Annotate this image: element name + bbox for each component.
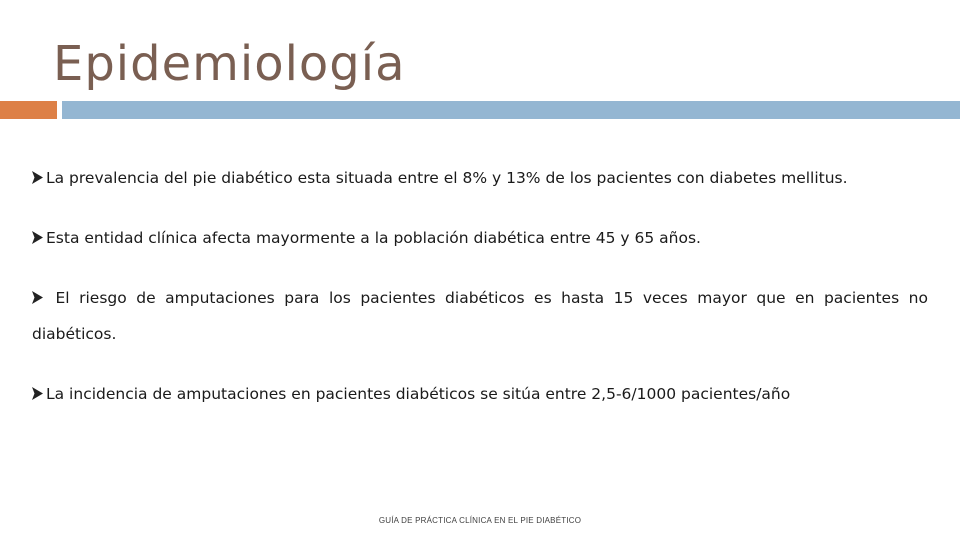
title-accent-bar-orange [0, 101, 57, 119]
bullet-list [32, 160, 928, 436]
bullet-text: Esta entidad clínica afecta mayormente a la población diabética entre 45 y 65 años. [46, 229, 701, 247]
bullet-text: El riesgo de amputaciones para los pacientes diabéticos es hasta 15 veces mayor que en pacientes no diabéticos. [32, 289, 928, 343]
slide-footer: GUÍA DE PRÁCTICA CLÍNICA EN EL PIE DIABÉTICO [378, 516, 582, 525]
slide-title: Epidemiología [53, 36, 406, 92]
title-accent-bar-blue [62, 101, 960, 119]
bullet-item [32, 376, 928, 412]
bullet-item [32, 220, 928, 256]
bullet-item [32, 280, 928, 352]
bullet-text: La prevalencia del pie diabético esta situada entre el 8% y 13% de los pacientes con diabetes mellitus. [46, 169, 848, 187]
bullet-item [32, 160, 928, 196]
arrow-bullet-icon [32, 387, 43, 400]
bullet-text: La incidencia de amputaciones en pacientes diabéticos se sitúa entre 2,5-6/1000 pacientes/año [46, 385, 791, 403]
arrow-bullet-icon [32, 171, 43, 184]
arrow-bullet-icon [32, 231, 43, 244]
arrow-bullet-icon [32, 291, 43, 304]
